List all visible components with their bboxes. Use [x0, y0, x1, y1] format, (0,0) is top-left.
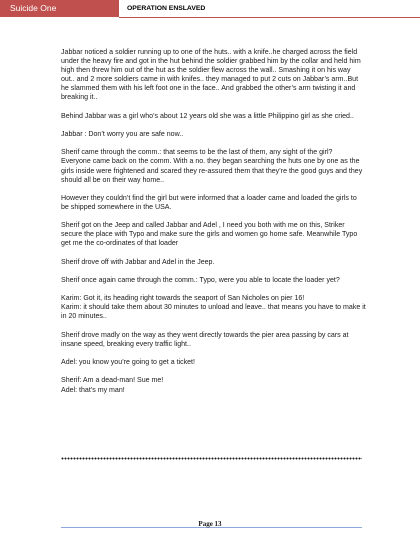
paragraph: Sherif came through the comm.: that seems to be the last of them, any sight of the girl? Everyone came back on the comm. With a no. they began searching the huts one by one as the girls inside were frightened and scared they re-assured them that they’re the good guys and they should all be on their way home.. [61, 149, 363, 184]
header-rule [119, 17, 420, 18]
section-divider [61, 457, 362, 460]
book-title: Suicide One [0, 0, 119, 17]
paragraph: However they couldn’t find the girl but were informed that a loader came and loaded the girls to be shipped somewhere in the USA. [61, 194, 357, 211]
paragraph: Sherif got on the Jeep and called Jabbar and Adel , I need you both with me on this, Striker secure the place with Typo and make sure the girls and women go home safe. Meanwhile Typo get me the co-ordinates of that loader [61, 222, 358, 248]
paragraph: Behind Jabbar was a girl who’s about 12 years old she was a little Philippino girl as she cried.. [61, 112, 354, 120]
paragraph: Sherif drove off with Jabbar and Adel in the Jeep. [61, 258, 215, 266]
page-number: Page 13 [198, 520, 222, 528]
running-header [0, 0, 420, 17]
paragraph: Jabbar : Don’t worry you are safe now.. [61, 131, 184, 139]
paragraph: Sherif once again came through the comm.: Typo, were you able to locate the loader yet? [61, 277, 340, 284]
page-body [61, 48, 366, 404]
paragraph: Karim: Got it, its heading right towards the seaport of San Nicholes on pier 16! Karim: it should take them about 30 minutes to unload and leave.. that means you have to make it in 20 minutes.. [61, 295, 366, 321]
paragraph: Sherif: Am a dead-man! Sue me! Adel: that’s my man! [61, 377, 164, 394]
paragraph: Sherif drove madly on the way as they went directly towards the pier area passing by cars at insane speed, breaking every traffic light.. [61, 331, 349, 348]
chapter-title: OPERATION ENSLAVED [119, 0, 420, 17]
paragraph: Adel: you know you’re going to get a ticket! [61, 359, 195, 367]
paragraph: Jabbar noticed a soldier running up to one of the huts.. with a knife..he charged across the field under the heavy fire and got in the hut behind the soldier grabbed him by the collar and held him high then threw him out of the hut as the soldier flew across the wall.. Smashing it on his way out.. and 2 more soldiers came in with knifes.. they managed to put 2 cuts on Jabbar’s arm..But he slammed them with his left foot one in the face.. And grabbed the other’s arm twisting it and breaking it.. [61, 49, 361, 102]
